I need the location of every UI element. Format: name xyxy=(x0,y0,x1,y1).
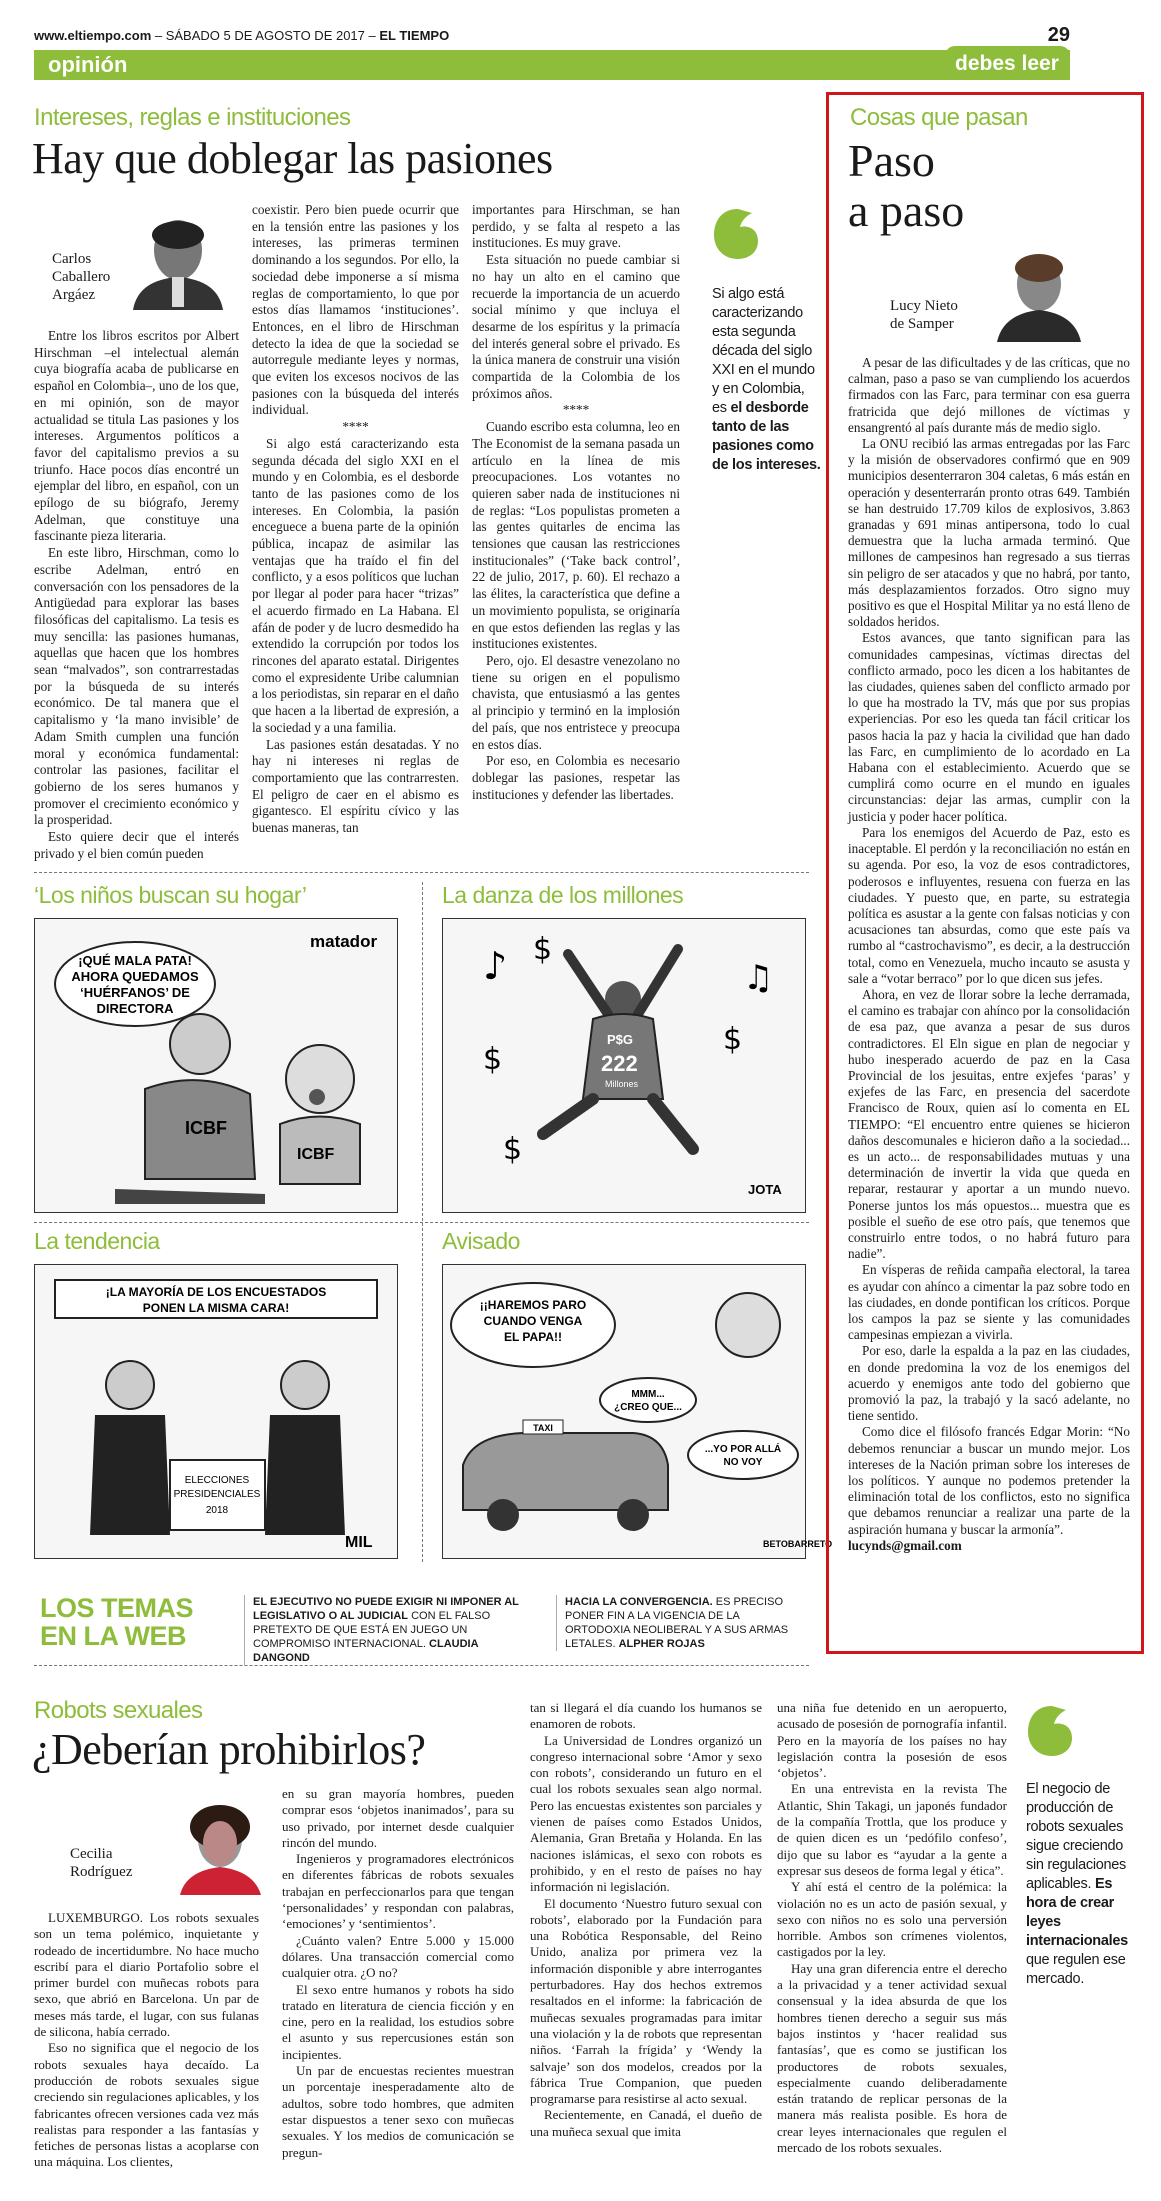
cartoon-4-signature: BETOBARRETO xyxy=(763,1539,833,1549)
svg-text:♫: ♫ xyxy=(743,958,774,998)
cartoon-label-1: ‘Los niños buscan su hogar’ xyxy=(34,882,307,908)
svg-text:Millones: Millones xyxy=(605,1079,639,1089)
cartoon-3-signature: MIL xyxy=(345,1534,373,1551)
svg-text:¡LA MAYORÍA DE LOS ENCUESTADOS: ¡LA MAYORÍA DE LOS ENCUESTADOS xyxy=(105,1285,327,1299)
svg-text:TAXI: TAXI xyxy=(533,1423,553,1433)
paragraph: Por eso, darle la espalda a la paz en las ciudades, en donde predomina la voz de los enemigos del acuerdo y enemigos ante todo del gobierno que promovió la paz, la trabajó y la sacó adelante, no tiene sentido. xyxy=(848,1343,1130,1424)
paragraph: En este libro, Hirschman, como lo escribe Adelman, entró en conversación con los pensadores de la Antigüedad para explorar las bases filosóficas del capitalismo. La tesis es muy sencilla: las pasiones humanas, aquellas que hacen que los hombres sean “malvados”, son contrarrestadas por la búsqueda de su interés económico. De tal manera que el capitalismo y ‘la mano invisible’ de Adam Smith cumplen una función moral y económica fundamental: controlar las pasiones, facilitar el gobierno de los seres humanos y promover el crecimiento económico y la prosperidad. xyxy=(34,545,239,828)
cartoon-taxi-icon xyxy=(443,1265,833,1558)
bottom-col-2 xyxy=(282,1786,514,2161)
svg-text:CUANDO VENGA: CUANDO VENGA xyxy=(483,1314,583,1328)
side-author-line2: de Samper xyxy=(890,316,954,332)
bottom-pull-quote xyxy=(1026,1780,1144,1989)
cartoon-1 xyxy=(34,918,398,1213)
bottom-col-4 xyxy=(777,1700,1007,2156)
side-title-line2: a paso xyxy=(848,185,965,236)
paragraph: Estos avances, que tanto significan para las comunidades campesinas, víctimas directas del conflicto armado, poco les dicen a los habitantes de las ciudades, quienes saben del conflicto armado por lo que ha mostrado la TV, más que por sus propias experiencias. Por eso les queda tan fácil criticar los pasos hacia la paz y hacia la civilidad que han dado las Farc, en cumplimiento de lo acordado en La Habana con el establecimiento. Acuerdo que se cumplirá como ocurre en el mundo en iguales circunstancias: dejar las armas, cumplir con la justicia y poder hacer política. xyxy=(848,630,1130,824)
paragraph: Las pasiones están desatadas. Y no hay ni intereses ni reglas de comportamiento que las contrarresten. El peligro de caer en el abismo es gigantesco. El espíritu cívico y las buenas maneras, tan xyxy=(252,736,459,836)
main-author xyxy=(52,250,110,304)
bottom-author-line1: Cecilia xyxy=(70,1846,113,1862)
svg-text:222: 222 xyxy=(601,1051,638,1076)
cartoon-label-4: Avisado xyxy=(442,1228,520,1254)
svg-text:MMM...: MMM... xyxy=(631,1389,665,1400)
svg-text:PONEN LA MISMA CARA!: PONEN LA MISMA CARA! xyxy=(142,1301,290,1315)
paragraph: Entre los libros escritos por Albert Hirschman –el intelectual alemán cuya biografía acaba de publicarse en español en Colombia–, uno de los que, en mi opinión, son de mayor actualidad se titula Las pasiones y los intereses. Argumentos políticos a favor del capitalismo previos a su triunfo. Hace pocos días encontré un ejemplar del libro, en español, con un epílogo de su biógrafo, Jeremy Adelman, que constituye una fascinante pieza literaria. xyxy=(34,328,239,544)
main-author-line3: Argáez xyxy=(52,287,96,303)
web-title xyxy=(40,1594,193,1650)
web-item-2-headline: HACIA LA CONVERGENCIA. xyxy=(565,1596,713,1608)
paragraph: LUXEMBURGO. Los robots sexuales son un tema polémico, inquietante y rodeado de incertidumbre. No hace mucho escribí para el diario Portafolio sobre el primer burdel con muñecas robots para sexo, que abrió en Barcelona. Un par de meses más tarde, el lugar, con sus fulanas de silicona, había cerrado. xyxy=(34,1910,259,2040)
paragraph: Esto quiere decir que el interés privado y el bien común pueden xyxy=(34,829,239,861)
web-item-2-text: ES PRECISO PONER FIN A LA VIGENCIA DE LA ORTODOXIA NEOLIBERAL Y A SUS ARMAS LETALES. xyxy=(565,1596,789,1650)
svg-text:ICBF: ICBF xyxy=(185,1118,227,1138)
bottom-kicker: Robots sexuales xyxy=(34,1697,203,1724)
paragraph: En una entrevista en la revista The Atlantic, Shin Takagi, un japonés fundador de la compañía Trottla, que los produce y de quien dicen es un ‘pedófilo confeso’, dijo que su labor es “ayudar a la gente a expresar sus deseos de forma legal y ética”. xyxy=(777,1781,1007,1878)
side-title xyxy=(848,136,964,236)
web-title-line1: LOS TEMAS xyxy=(40,1593,194,1623)
bottom-author xyxy=(70,1845,132,1881)
svg-text:$: $ xyxy=(483,1042,503,1077)
separator: **** xyxy=(562,402,590,418)
web-item-2[interactable] xyxy=(556,1595,805,1651)
svg-text:P$G: P$G xyxy=(607,1032,634,1047)
pull-quote-bold: el desborde tanto de las pasiones como de los intereses. xyxy=(712,400,821,473)
svg-text:$: $ xyxy=(503,1132,523,1167)
main-pull-quote xyxy=(712,285,822,475)
main-kicker: Intereses, reglas e instituciones xyxy=(34,104,351,131)
site-url[interactable]: www.eltiempo.com xyxy=(34,28,152,43)
paragraph: tan si llegará el día cuando los humanos se enamoren de robots. xyxy=(530,1700,762,1732)
svg-text:‘HUÉRFANOS’ DE: ‘HUÉRFANOS’ DE xyxy=(80,985,190,1000)
paragraph: Por eso, en Colombia es necesario doblegar las pasiones, respetar las instituciones y defender las libertades. xyxy=(472,753,680,802)
web-title-line2: EN LA WEB xyxy=(40,1621,186,1651)
cartoon-label-3: La tendencia xyxy=(34,1228,160,1254)
paragraph: en su gran mayoría hombres, pueden comprar esos ‘objetos inanimados’, para su uso privado, por internet desde cualquier rincón del mundo. xyxy=(282,1786,514,1850)
author-photo-caballero xyxy=(118,205,228,310)
svg-text:♪: ♪ xyxy=(483,944,508,988)
svg-text:$: $ xyxy=(533,932,553,967)
main-title: Hay que doblegar las pasiones xyxy=(32,134,553,183)
divider xyxy=(34,872,809,873)
side-body xyxy=(848,355,1130,1554)
section-bar xyxy=(34,50,1070,80)
paragraph: Cuando escribo esta columna, leo en The Economist de la semana pasada un artículo en la línea de mis preocupaciones. Los votantes no quieren saber nada de instituciones ni de reglas: “Los populistas prometen a las gentes quitarles de encima las tensiones que causan las restricciones institucionales” (‘Take back control’, 22 de julio, 2017, p. 60). El rechazo a las élites, la característica que define a un movimiento populista, se originaría en que estos defienden las reglas y las instituciones existentes. xyxy=(472,419,680,652)
author-portrait-icon xyxy=(985,240,1093,342)
paragraph: Hay una gran diferencia entre el derecho a la privacidad y a tener actividad sexual consensual y la idea absurda de que los hombres tienen derecho a seguir sus más bajos instintos y ‘hacer realidad sus fantasías’, que es como se justifican los productores de robots sexuales, especialmente cuando deliberadamente están tratando de replicar personas de la manera más realista posible. Es hora de crear leyes internacionales que regulen el mercado de los robots sexuales. xyxy=(777,1960,1007,2156)
svg-text:2018: 2018 xyxy=(205,1505,229,1516)
svg-text:¿CREO QUE...: ¿CREO QUE... xyxy=(614,1402,682,1413)
svg-text:...YO POR ALLÁ: ...YO POR ALLÁ xyxy=(704,1444,782,1455)
separator: **** xyxy=(342,419,369,435)
pull-quote-text: Si algo está caracterizando esta segunda década del siglo XXI en el mundo y en Colombia, es xyxy=(712,286,815,416)
cartoon-2-signature: JOTA xyxy=(748,1182,782,1197)
section-right-title: debes leer xyxy=(955,52,1059,75)
svg-text:¡QUÉ MALA PATA!: ¡QUÉ MALA PATA! xyxy=(78,953,192,968)
cartoon-kids-icon xyxy=(35,919,397,1212)
svg-text:ELECCIONES: ELECCIONES xyxy=(184,1475,250,1486)
quote-mark-icon xyxy=(1026,1702,1078,1766)
pull-quote-bold: Es hora de crear leyes internacionales xyxy=(1026,1876,1128,1949)
main-col-1 xyxy=(34,328,239,863)
bottom-col-1 xyxy=(34,1910,259,2171)
side-kicker: Cosas que pasan xyxy=(850,104,1028,131)
paragraph: una niña fue detenido en un aeropuerto, acusado de posesión de pornografía infantil. Pero en la mayoría de los países no hay legislación contra la posesión de esos ‘objetos’. xyxy=(777,1700,1007,1781)
pull-quote-text: El negocio de producción de robots sexuales sigue creciendo sin regulaciones aplicables. xyxy=(1026,1781,1126,1892)
paragraph: Y ahí está el centro de la polémica: la violación no es un acto de pasión sexual, y sexo con niños no es solo una perversión horrible. Ambos son crímenes violentos, castigados por la ley. xyxy=(777,1879,1007,1960)
web-item-2-author: ALPHER ROJAS xyxy=(618,1638,705,1650)
svg-text:$: $ xyxy=(723,1022,743,1057)
quote-mark-icon xyxy=(712,205,764,269)
svg-text:NO VOY: NO VOY xyxy=(723,1457,763,1468)
cartoon-label-2: La danza de los millones xyxy=(442,882,684,908)
main-author-line1: Carlos xyxy=(52,251,92,267)
author-portrait-icon xyxy=(168,1795,273,1895)
side-title-line1: Paso xyxy=(848,135,935,186)
paragraph: La ONU recibió las armas entregadas por las Farc y la misión de observadores confirmó que en 909 municipios desenterraron 304 caletas, 6 más están en operación y desenterrarán pronto otras 649. También se han destruido 17.709 kilos de explosivos, 3.863 granadas y 691 minas antipersona, todo lo cual demuestra que la lucha armada terminó. Que millones de campesinos han regresado a sus tierras sin peligro de ser atacados y que no habrá, por tanto, más desplazamientos forzados. Otro signo muy positivo es que el Hospital Militar ya no está lleno de soldados heridos. xyxy=(848,436,1130,630)
web-item-1-author: CLAUDIA DANGOND xyxy=(253,1638,479,1664)
paragraph: Recientemente, en Canadá, el dueño de una muñeca sexual que imita xyxy=(530,2107,762,2139)
author-photo-nieto xyxy=(985,240,1093,342)
date-line: – SÁBADO 5 DE AGOSTO DE 2017 – xyxy=(151,28,380,43)
paragraph: Esta situación no puede cambiar si no hay un alto en el camino que recuerde la importancia de un acuerdo social mínimo y que incluya el desarme de los espíritus y la primacía del interés general sobre el privado. Es la única manera de construir una visión compartida de la Colombia de los próximos años. xyxy=(472,252,680,401)
svg-text:EL PAPA!!: EL PAPA!! xyxy=(503,1330,563,1344)
divider xyxy=(34,1222,809,1223)
paragraph: Para los enemigos del Acuerdo de Paz, esto es inaceptable. El perdón y la reconciliación no están en su agenda. Por eso, la voz de esos contradictores, poderosos e influyentes, resuena con fuerza en las ciudades. Y puesto que, en parte, su estrategia política es asustar a la gente con falsas noticias y con acusaciones tan absurdas, como que este país va rumbo al “castrochavismo”, es decir, a la destrucción total, como en Venezuela, mucho incauto se asusta y sale a “votar berraco” por lo que dicen sus jefes. xyxy=(848,824,1130,986)
cartoon-3 xyxy=(34,1264,398,1559)
svg-text:¡¡HAREMOS PARO: ¡¡HAREMOS PARO xyxy=(479,1298,587,1312)
main-author-line2: Caballero xyxy=(52,269,111,285)
bottom-title: ¿Deberían prohibirlos? xyxy=(32,1725,426,1774)
divider xyxy=(34,1665,809,1666)
paragraph: importantes para Hirschman, se han perdido, y se falta al respeto a las instituciones. Es muy grave. xyxy=(472,202,680,251)
paragraph: A pesar de las dificultades y de las críticas, que no calman, paso a paso se van cumpliendo los acuerdos firmados con las Farc, para terminar con esa guerra fratricida que dejó millones de víctimas y ensangrentó al país durante más de medio siglo. xyxy=(848,355,1130,435)
svg-text:DIRECTORA: DIRECTORA xyxy=(96,1001,174,1016)
pull-quote-end: que regulen ese mercado. xyxy=(1026,1952,1126,1987)
paragraph: La Universidad de Londres organizó un congreso internacional sobre ‘Amor y sexo con robots’, considerando un futuro en el cual los robots sexuales sean algo normal. Pero las encuestas existentes son parciales y vienen de países como Estados Unidos, Alemania, Gran Bretaña y Holanda. En las naciones islámicas, el sexo con robots es prohibido, y en el resto de países no hay información ni legislación. xyxy=(530,1732,762,1895)
main-col-3 xyxy=(472,202,680,803)
paragraph: Ahora, en vez de llorar sobre la leche derramada, el camino es trabajar con ahínco por la consolidación de esa paz, que avanza a pesar de sus duros contradictores. El Eln sigue en plan de negociar y hubo inesperado acuerdo de paz en la Casa Provincial de los jesuitas, entre exjefes ‘paras’ y exjefes de las Farc, en presencia del sacerdote Francisco de Roux, quien así lo comenta en EL TIEMPO: “El encuentro entre quienes se hicieron daños descomunales e hicieron daño a la sociedad... es un acto... de responsabilidades mutuas y una determinación de invertir la vida que queda en reparar, restaurar y aportar a un mundo nuevo. Ponerse juntos los más opuestos... muestra que es posible el sueño de ese otro país, que tenemos que construirlo entre todos, o no habrá futuro para nadie”. xyxy=(848,986,1130,1262)
paragraph: El sexo entre humanos y robots ha sido tratado en literatura de ciencia ficción y en cine, pero en la realidad, los estudios sobre el asunto y sus repercusiones están son incipientes. xyxy=(282,1981,514,2062)
web-item-1-text: CON EL FALSO PRETEXTO DE QUE ESTÁ EN JUEGO UN COMPROMISO INTERNACIONAL. xyxy=(253,1610,491,1650)
cartoon-survey-icon xyxy=(35,1265,397,1558)
paper-name: EL TIEMPO xyxy=(379,28,450,43)
svg-text:AHORA QUEDAMOS: AHORA QUEDAMOS xyxy=(71,969,199,984)
paragraph: coexistir. Pero bien puede ocurrir que en la tensión entre las pasiones y los intereses, las primeras terminen dominando a los segundos. Por ello, la sociedad debe imponerse a sí misma reglas de comportamiento, lo que por estos días llamamos ‘instituciones’. Entonces, en el libro de Hirschman detecto la idea de que la sociedad se autorregule mediante leyes y normas, que eviten los excesos nocivos de las pasiones con la búsqueda del interés individual. xyxy=(252,202,459,418)
cartoon-2 xyxy=(442,918,806,1213)
paragraph: Pero, ojo. El desastre venezolano no tiene su origen en el populismo chavista, que entusiasmó a las gentes al principio y terminó en la implosión del país, que nos entristece y preocupa en estos días. xyxy=(472,652,680,752)
paragraph: En vísperas de reñida campaña electoral, la tarea es ayudar con ahínco a cimentar la paz sobre todo en las ciudades, en donde pontifican los críticos. Porque los campos la paz se siente y las comunidades campesinas empiezan a vivirla. xyxy=(848,1262,1130,1343)
main-col-2 xyxy=(252,202,459,837)
paragraph: El documento ‘Nuestro futuro sexual con robots’, elaborado por la Fundación para una Robótica Responsable, del Reino Unido, analiza por primera vez la información disponible y abre interrogantes perturbadores. Hay dos hechos extremos resaltados en el informe: la fabricación de muñecas sexuales programadas para imitar una violación y la de robots que representan niños. ‘Farrah la frígida’ y ‘Wendy la salvaje’ son dos modelos, creados por la fábrica True Companion, que pueden programarse para resistirse al acto sexual. xyxy=(530,1895,762,2107)
paragraph: Si algo está caracterizando esta segunda década del siglo XXI en el mundo y en Colombia, es el desborde tanto de las pasiones como de los intereses. En Colombia, la pasión enceguece a buena parte de la opinión pública, incapaz de asimilar las ventajas que ha traído el fin del conflicto, y a esos políticos que luchan por llegar al poder para hacer “trizas” el acuerdo firmado en La Habana. El afán de poder y de lucro desmedido ha extendido la corrupción por todos los rincones del aparato estatal. Dirigentes como el expresidente Uribe calumnian a los periodistas, sin reparar en el daño que hacen a la libertad de expresión, a la sociedad y a una familia. xyxy=(252,435,459,735)
bottom-author-line2: Rodríguez xyxy=(70,1864,133,1880)
cartoon-4 xyxy=(442,1264,833,1559)
bottom-col-3 xyxy=(530,1700,762,2140)
svg-text:ICBF: ICBF xyxy=(297,1146,335,1163)
side-author-line1: Lucy Nieto xyxy=(890,298,958,314)
paragraph: ¿Cuánto valen? Entre 5.000 y 15.000 dólares. Una transacción comercial como cualquier otra. ¿O no? xyxy=(282,1932,514,1981)
author-photo-rodriguez xyxy=(168,1795,273,1895)
page-header xyxy=(34,24,1070,48)
section-title: opinión xyxy=(48,52,128,77)
author-portrait-icon xyxy=(118,205,228,310)
paragraph: Ingenieros y programadores electrónicos en diferentes fábricas de robots sexuales trabajan en perfeccionarlos para que tengan ‘personalidades’ y respondan con palabras, ‘emociones’ y ‘sentimientos’. xyxy=(282,1851,514,1932)
cartoon-dancer-icon xyxy=(443,919,805,1212)
paragraph: Un par de encuestas recientes muestran un porcentaje inesperadamente alto de adultos, sobre todo hombres, que admiten estar dispuestos a tener sexo con muñecas sexuales. Y los medios de comunicación se pregun- xyxy=(282,2063,514,2160)
paragraph: Eso no significa que el negocio de los robots sexuales haya decaído. La producción de robots sexuales sigue creciendo sin regulaciones aplicables, y los fabricantes ofrecen versiones cada vez más realistas para responder a las fantasías y fetiches de personas listas a acoplarse con una máquina. Los clientes, xyxy=(34,2040,259,2170)
paragraph: Como dice el filósofo francés Edgar Morin: “No debemos renunciar a buscar un mundo mejor. Los intereses de la Nación priman sobre los intereses de los políticos. Y aunque no podemos pretender la eliminación total de los conflictos, esto no significa que debamos renunciar a realizar una parte de la aspiración humana y buscar la armonía”. xyxy=(848,1424,1130,1537)
cartoon-1-signature: matador xyxy=(310,932,378,951)
web-item-1-headline: EL EJECUTIVO NO PUEDE EXIGIR NI IMPONER AL LEGISLATIVO O AL JUDICIAL xyxy=(253,1596,519,1622)
web-item-1[interactable] xyxy=(244,1595,523,1665)
side-author xyxy=(890,297,958,333)
svg-text:PRESIDENCIALES: PRESIDENCIALES xyxy=(173,1489,261,1500)
page-number: 29 xyxy=(1047,24,1070,46)
author-email[interactable]: lucynds@gmail.com xyxy=(848,1537,962,1553)
